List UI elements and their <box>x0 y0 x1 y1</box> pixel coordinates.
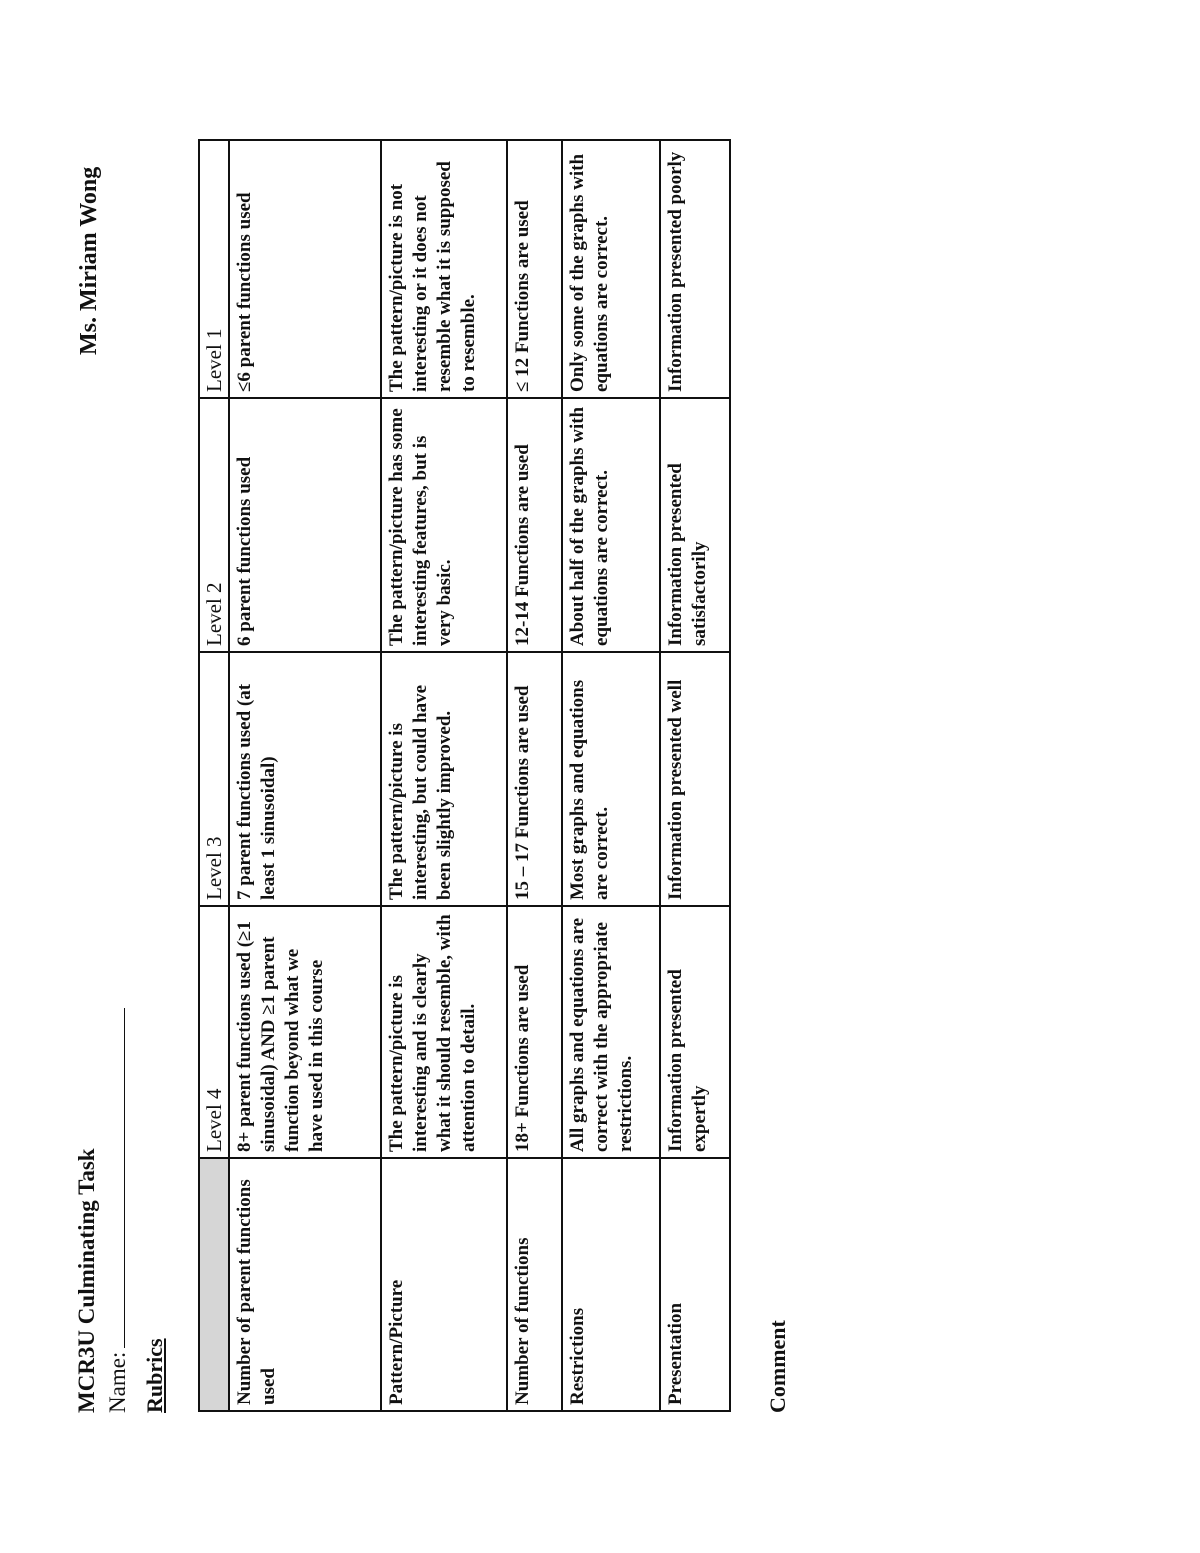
rubric-table <box>198 139 731 1412</box>
column-header: Level 4 <box>199 906 229 1158</box>
rubric-cell: Information presented poorly <box>660 140 730 398</box>
criterion-cell: Pattern/Picture <box>381 1158 507 1411</box>
header-corner-cell <box>199 1158 229 1411</box>
table-row <box>381 140 507 1411</box>
rubric-cell: Information presented expertly <box>660 906 730 1158</box>
page-header <box>72 1008 133 1413</box>
rubric-cell: The pattern/picture is interesting, but could have been slightly improved. <box>381 652 507 906</box>
rubric-cell: 6 parent functions used <box>229 398 381 652</box>
rubric-cell: Only some of the graphs with equations are correct. <box>562 140 660 398</box>
rubric-cell: 8+ parent functions used (≥1 sinusoidal) AND ≥1 parent function beyond what we have used in this course <box>229 906 381 1158</box>
rubric-cell: 18+ Functions are used <box>507 906 562 1158</box>
course-title: MCR3U Culminating Task <box>74 1148 99 1413</box>
column-header: Level 2 <box>199 398 229 652</box>
name-row <box>102 1008 133 1413</box>
table-row <box>562 140 660 1411</box>
criterion-cell: Restrictions <box>562 1158 660 1411</box>
section-title: Rubrics <box>142 1338 167 1413</box>
criterion-cell: Number of functions <box>507 1158 562 1411</box>
teacher-name: Ms. Miriam Wong <box>76 166 102 355</box>
rubric-cell: Most graphs and equations are correct. <box>562 652 660 906</box>
rubric-cell: Information presented well <box>660 652 730 906</box>
rubric-cell: The pattern/picture is interesting and is clearly what it should resemble, with attention to detail. <box>381 906 507 1158</box>
table-header-row <box>199 140 229 1411</box>
table-row <box>229 140 381 1411</box>
rubric-cell: The pattern/picture has some interesting features, but is very basic. <box>381 398 507 652</box>
table-row <box>660 140 730 1411</box>
rubric-cell: ≤6 parent functions used <box>229 140 381 398</box>
criterion-cell: Number of parent functions used <box>229 1158 381 1411</box>
rubric-cell: About half of the graphs with equations are correct. <box>562 398 660 652</box>
rubric-cell: Information presented satisfactorily <box>660 398 730 652</box>
name-blank-line <box>102 1008 125 1348</box>
rubric-cell: 15 – 17 Functions are used <box>507 652 562 906</box>
rubric-cell: ≤ 12 Functions are used <box>507 140 562 398</box>
rubric-cell: 7 parent functions used (at least 1 sinusoidal) <box>229 652 381 906</box>
name-label: Name: <box>105 1351 130 1413</box>
rubric-cell: 12-14 Functions are used <box>507 398 562 652</box>
table-row <box>507 140 562 1411</box>
comment-label: Comment <box>765 1320 790 1413</box>
criterion-cell: Presentation <box>660 1158 730 1411</box>
column-header: Level 1 <box>199 140 229 398</box>
rubric-cell: The pattern/picture is not interesting or it does not resemble what it is supposed to resemble. <box>381 140 507 398</box>
column-header: Level 3 <box>199 652 229 906</box>
rubric-cell: All graphs and equations are correct with the appropriate restrictions. <box>562 906 660 1158</box>
